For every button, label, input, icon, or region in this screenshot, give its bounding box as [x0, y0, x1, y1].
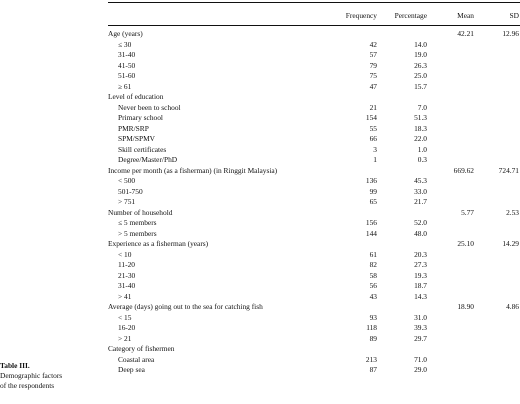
sd-cell: 12.96 [502, 29, 519, 38]
header-rule [108, 25, 520, 26]
frequency-cell: 75 [369, 71, 377, 80]
row-label: > 751 [118, 197, 136, 206]
frequency-cell: 56 [369, 281, 377, 290]
caption-title: Table III. [0, 361, 30, 370]
percentage-cell: 7.0 [417, 102, 427, 112]
table-row [108, 197, 520, 208]
row-label: 16-20 [118, 323, 136, 332]
caption-line-1: Demographic factors [0, 371, 63, 380]
table-row [108, 281, 520, 292]
row-label: Primary school [118, 113, 163, 122]
mean-cell: 5.77 [461, 207, 474, 217]
table-row [108, 113, 520, 124]
mean-cell: 25.10 [457, 239, 474, 248]
sd-cell: 2.53 [506, 207, 519, 217]
frequency-cell: 144 [365, 228, 377, 238]
table-row [108, 103, 520, 114]
frequency-cell: 43 [369, 291, 377, 301]
row-label: Number of household [108, 207, 173, 217]
row-label: PMR/SRP [118, 123, 149, 133]
percentage-cell: 18.3 [414, 123, 427, 133]
percentage-cell: 33.0 [414, 186, 427, 196]
row-label: 501-750 [118, 186, 143, 196]
row-label: Coastal area [118, 354, 155, 364]
sd-cell: 724.71 [498, 165, 519, 175]
frequency-cell: 42 [369, 39, 377, 49]
percentage-cell: 27.3 [414, 260, 427, 269]
row-label: 31-40 [118, 281, 136, 290]
frequency-cell: 66 [369, 134, 377, 143]
category-row [108, 92, 520, 103]
sd-cell: 4.86 [506, 302, 519, 311]
percentage-cell: 29.7 [414, 333, 427, 343]
table-row [108, 218, 520, 229]
category-row [108, 239, 520, 250]
frequency-cell: 61 [369, 249, 377, 259]
percentage-cell: 19.3 [414, 270, 427, 280]
row-label: 11-20 [118, 260, 135, 269]
row-label: < 10 [118, 249, 132, 259]
row-label: > 5 members [118, 228, 157, 238]
frequency-cell: 3 [373, 144, 377, 154]
row-label: < 15 [118, 312, 132, 322]
row-label: Skill certificates [118, 144, 167, 154]
frequency-cell: 118 [366, 323, 377, 332]
frequency-cell: 87 [369, 365, 377, 374]
table-row [108, 155, 520, 166]
row-label: 51-60 [118, 71, 136, 80]
category-row [108, 166, 520, 177]
percentage-cell: 39.3 [414, 323, 427, 332]
percentage-cell: 18.7 [414, 281, 427, 290]
table-row [108, 71, 520, 82]
table-row [108, 260, 520, 271]
row-label: 41-50 [118, 60, 136, 70]
frequency-cell: 213 [365, 354, 377, 364]
row-label: Never been to school [118, 102, 181, 112]
percentage-cell: 20.3 [414, 249, 427, 259]
row-label: > 41 [118, 291, 132, 301]
table-row [108, 40, 520, 51]
frequency-cell: 156 [365, 218, 377, 227]
percentage-cell: 52.0 [414, 218, 427, 227]
row-label: < 500 [118, 176, 136, 185]
percentage-cell: 71.0 [414, 354, 427, 364]
frequency-cell: 89 [369, 333, 377, 343]
caption-line-2: of the respondents [0, 381, 55, 390]
header-percentage: Percentage [394, 11, 427, 20]
row-label: > 21 [118, 333, 132, 343]
frequency-cell: 79 [369, 60, 377, 70]
category-row [108, 344, 520, 355]
table-caption [0, 361, 100, 391]
row-label: 21-30 [118, 270, 136, 280]
percentage-cell: 26.3 [414, 60, 427, 70]
table-row [108, 50, 520, 61]
row-label: Age (years) [108, 29, 143, 38]
table-row [108, 187, 520, 198]
category-row [108, 208, 520, 219]
frequency-cell: 154 [365, 113, 377, 122]
table-row [108, 355, 520, 366]
frequency-cell: 136 [365, 176, 377, 185]
table-row [108, 292, 520, 303]
table-row [108, 176, 520, 187]
percentage-cell: 51.3 [414, 113, 427, 122]
row-label: Average (days) going out to the sea for catching fish [108, 302, 263, 311]
frequency-cell: 65 [369, 197, 377, 206]
row-label: 31-40 [118, 50, 136, 59]
mean-cell: 42.21 [457, 29, 474, 38]
frequency-cell: 99 [369, 186, 377, 196]
percentage-cell: 14.0 [414, 39, 427, 49]
header-mean: Mean [457, 11, 474, 20]
percentage-cell: 31.0 [414, 312, 427, 322]
sd-cell: 14.29 [502, 239, 519, 248]
percentage-cell: 15.7 [414, 81, 427, 91]
table-row [108, 61, 520, 72]
frequency-cell: 58 [369, 270, 377, 280]
row-label: SPM/SPMV [118, 134, 155, 143]
table-row [108, 229, 520, 240]
row-label: Level of education [108, 92, 164, 101]
row-label: ≤ 30 [118, 39, 132, 49]
table-row [108, 313, 520, 324]
percentage-cell: 25.0 [414, 71, 427, 80]
table-row [108, 82, 520, 93]
percentage-cell: 45.3 [414, 176, 427, 185]
percentage-cell: 22.0 [414, 134, 427, 143]
frequency-cell: 55 [369, 123, 377, 133]
frequency-cell: 21 [369, 102, 377, 112]
row-label: Category of fishermen [108, 344, 175, 353]
table-row [108, 365, 520, 376]
row-label: Experience as a fisherman (years) [108, 239, 209, 248]
row-label: ≥ 61 [118, 81, 132, 91]
row-label: Deep sea [118, 365, 145, 374]
percentage-cell: 14.3 [414, 291, 427, 301]
frequency-cell: 1 [373, 155, 377, 164]
row-label: ≤ 5 members [118, 218, 157, 227]
mean-cell: 669.62 [453, 165, 474, 175]
percentage-cell: 21.7 [414, 197, 427, 206]
percentage-cell: 1.0 [417, 144, 427, 154]
frequency-cell: 57 [369, 50, 377, 59]
percentage-cell: 0.3 [417, 155, 427, 164]
table-row [108, 334, 520, 345]
frequency-cell: 93 [369, 312, 377, 322]
table-row [108, 145, 520, 156]
header-sd: SD [509, 11, 519, 20]
frequency-cell: 47 [369, 81, 377, 91]
table-row [108, 124, 520, 135]
mean-cell: 18.90 [457, 302, 474, 311]
top-rule [108, 2, 520, 3]
category-row [108, 302, 520, 313]
table-row [108, 250, 520, 261]
row-label: Degree/Master/PhD [118, 155, 178, 164]
table-row [108, 134, 520, 145]
table-body [108, 29, 520, 376]
percentage-cell: 19.0 [414, 50, 427, 59]
percentage-cell: 29.0 [414, 365, 427, 374]
percentage-cell: 48.0 [414, 228, 427, 238]
category-row [108, 29, 520, 40]
table-row [108, 271, 520, 282]
header-frequency: Frequency [345, 11, 377, 20]
frequency-cell: 82 [369, 260, 377, 269]
table-row [108, 323, 520, 334]
row-label: Income per month (as a fisherman) (in Ringgit Malaysia) [108, 165, 278, 175]
